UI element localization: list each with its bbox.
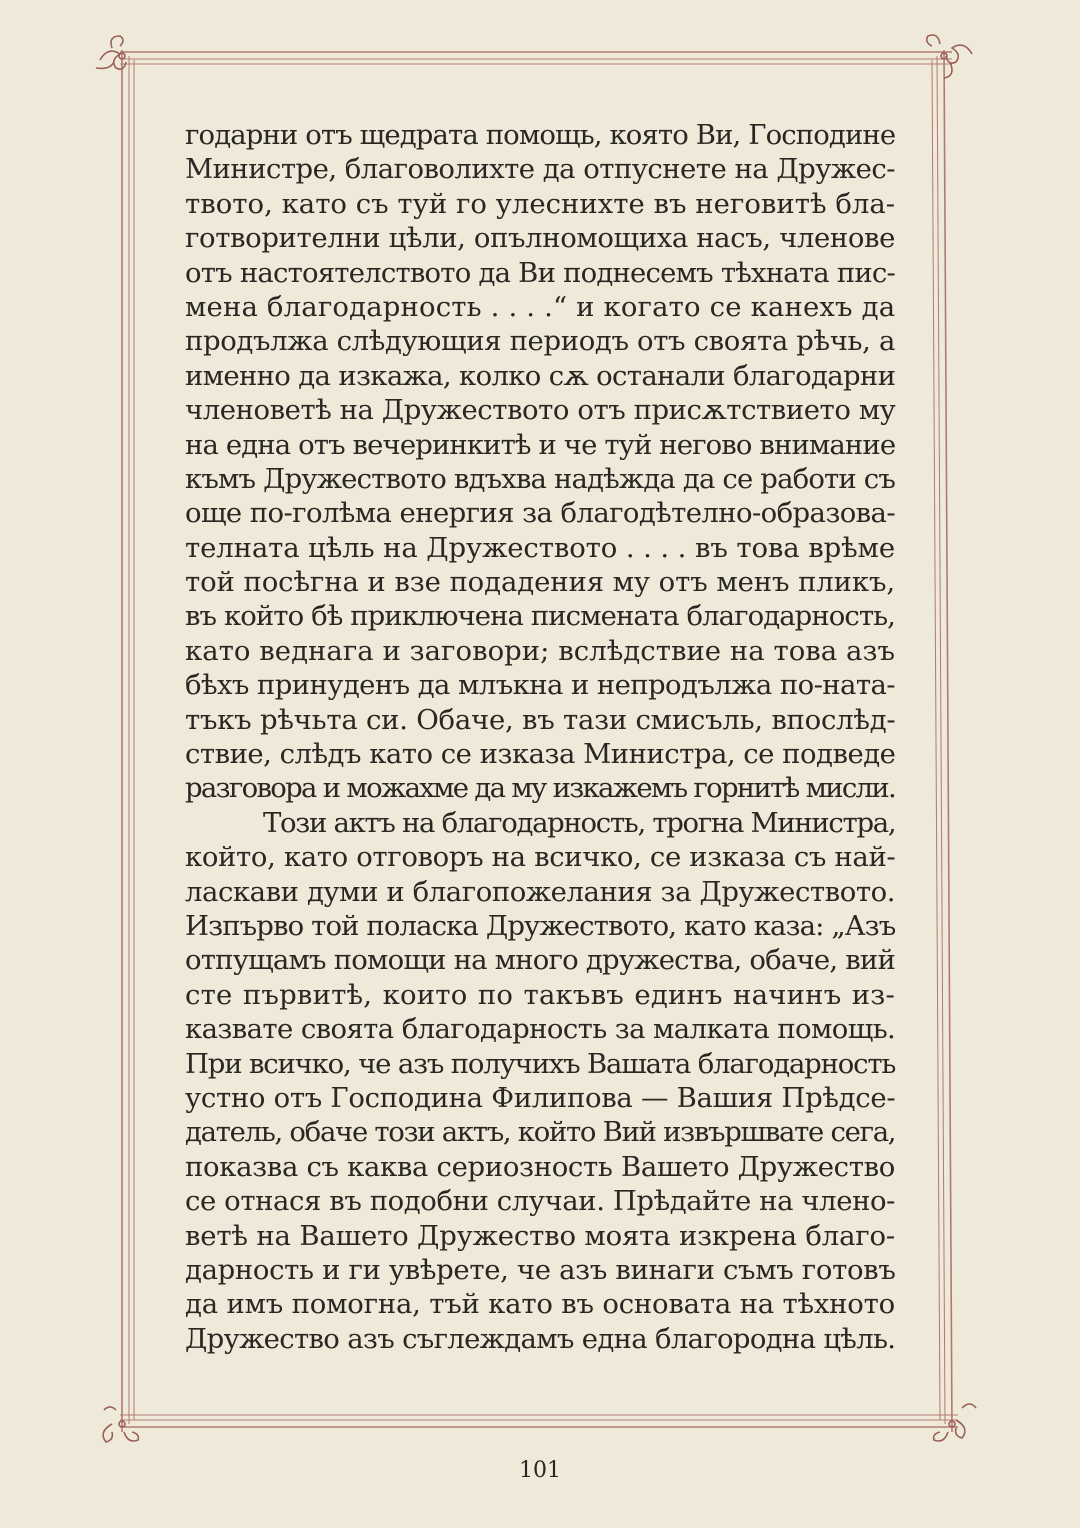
- corner-ornament-top-right: [927, 35, 972, 78]
- text-line: отпущамъ помощи на много дружества, обаче, вий: [185, 944, 895, 977]
- text-line: устно отъ Господина Филипова — Вашия Прѣдсе-: [185, 1081, 896, 1114]
- text-line: ласкави думи и благопожелания за Дружеството.: [185, 875, 895, 908]
- text-line: отъ настоятелството да Ви поднесемъ тѣхната пис-: [185, 256, 895, 289]
- text-line: разговора и можахме да му изкажемъ горнитѣ мисли.: [185, 772, 896, 805]
- text-line: телната цѣль на Дружеството . . . . въ това врѣме: [185, 531, 896, 564]
- text-line: годарни отъ щедрата помощь, която Ви, Господине: [185, 119, 896, 151]
- text-line: Изпърво той поласка Дружеството, като каза: „Азъ: [185, 909, 896, 942]
- text-line: се отнася въ подобни случаи. Прѣдайте на члено-: [185, 1185, 895, 1218]
- text-line: твото, като съ туй го улеснихте въ неговитѣ бла-: [185, 187, 896, 220]
- text-line: на една отъ вечеринкитѣ и че туй негово внимание: [185, 428, 896, 461]
- text-line: казвате своята благодарность за малката помощь.: [185, 1013, 896, 1046]
- text-line: именно да изкажа, колко сѫ останали благодарни: [185, 359, 896, 392]
- text-line: датель, обаче този актъ, който Вий извършвате сега,: [185, 1116, 896, 1149]
- text-line: Този актъ на благодарность, трогна Министра,: [263, 806, 896, 839]
- text-line: който, като отговоръ на всичко, се изказа съ най-: [185, 841, 896, 874]
- page-number: 101: [519, 1458, 561, 1483]
- text-line: той посѣгна и взе подадения му отъ менъ пликъ,: [185, 566, 895, 599]
- paragraph-1: [185, 118, 895, 806]
- text-line: дарность и ги увѣрете, че азъ винаги съмъ готовъ: [185, 1253, 896, 1286]
- body-text: [185, 118, 895, 1356]
- text-line: Дружество азъ съглеждамъ една благородна цѣль.: [185, 1322, 896, 1355]
- text-line: къмъ Дружеството вдъхва надѣжда да се работи съ: [185, 462, 896, 495]
- text-line: въ който бѣ приключена писмената благодарность,: [185, 600, 895, 633]
- text-line: сте първитѣ, които по такъвъ единъ начинъ из-: [185, 978, 895, 1011]
- text-line: ветѣ на Вашето Дружество моята изкрена благо-: [185, 1219, 896, 1252]
- text-line: тъкъ рѣчьта си. Обаче, въ тази смисъль, впослѣд-: [185, 703, 896, 736]
- corner-ornament-bottom-left: [103, 1407, 138, 1442]
- text-line: Министре, благоволихте да отпуснете на Дружес-: [185, 153, 895, 186]
- text-line: още по-голѣма енергия за благодѣтелно-образова-: [185, 497, 895, 530]
- text-line: членоветѣ на Дружеството отъ присѫтствието му: [185, 394, 896, 427]
- paragraph-2: [185, 806, 895, 1356]
- text-line: да имъ помогна, тъй като въ основата на тѣхното: [185, 1288, 895, 1321]
- text-line: ствие, слѣдъ като се изказа Министра, се подведе: [185, 738, 896, 771]
- text-line: мена благодарность . . . .“ и когато се канехъ да: [185, 290, 896, 323]
- text-line: бѣхъ принуденъ да млъкна и непродължа по-ната-: [185, 669, 896, 702]
- text-line: При всичко, че азъ получихъ Вашата благодарность: [185, 1047, 896, 1080]
- text-line: показва съ каква сериозность Вашето Дружество: [185, 1150, 895, 1183]
- text-line: продължа слѣдующия периодъ отъ своята рѣчь, а: [185, 325, 895, 358]
- text-line: готворителни цѣли, опълномощиха насъ, членове: [185, 222, 895, 255]
- text-line: като веднага и заговори; вслѣдствие на това азъ: [185, 634, 895, 667]
